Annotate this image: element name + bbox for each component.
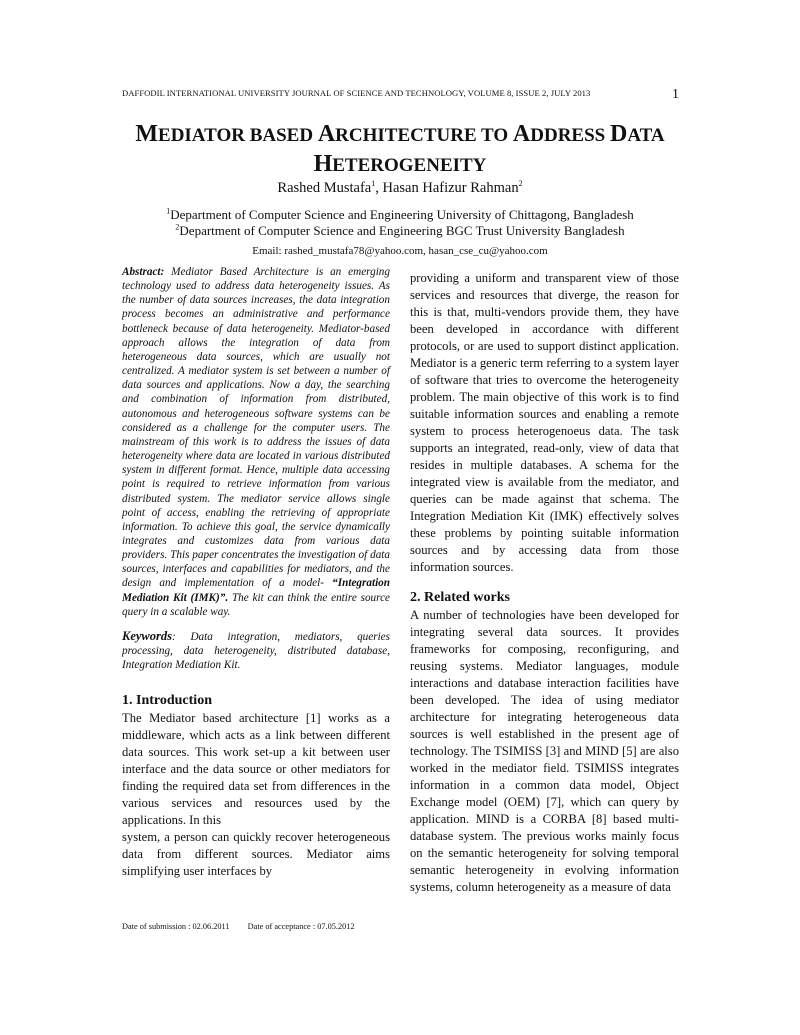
introduction-paragraph: The Mediator based architecture [1] works as a middleware, which acts as a link between different data sources. This work set-up a kit between user interface and the data source or other mediators for finding the required data set from differences in the various services and resources used by the applications. In this xyxy=(122,710,390,827)
introduction-paragraph-continued: system, a person can quickly recover heterogeneous data from different sources. Mediator aims simplifying user interfaces by xyxy=(122,829,390,878)
affiliation-1: $^1$Department of Computer Science and Engineering University of Chittagong, Bangladesh xyxy=(166,206,634,222)
introduction-continued: providing a uniform and transparent view of those services and resources that diverge, the reason for this is that, multi-vendors provide them, they have been developed in accordance with different protocols, or are used to support distinct application. Mediator is a generic term referring to a system layer of software that tries to overcome the heterogeneity problem. The main objective of this work is to find suitable information sources and enabling a remote system to process heterogenoeus data. The task supports an integrated, read-only, view of data that resides in multiple databases. A schema for the integrated view is available from the mediator, and queries can be made against that schema. The Integration Mediation Kit (IMK) effectively solves these problems by pointing suitable information sources and by accessing data from those information sources. xyxy=(410,271,679,574)
author-1: Rashed Mustafa xyxy=(277,180,372,196)
affiliation-2: $^2$Department of Computer Science and Engineering BGC Trust University Bangladesh xyxy=(175,222,625,238)
footer-dates xyxy=(122,922,371,931)
journal-header: DAFFODIL INTERNATIONAL UNIVERSITY JOURNAL OF SCIENCE AND TECHNOLOGY, VOLUME 8, ISSUE 2, JULY 2013 xyxy=(122,88,591,98)
abstract-emphasis: “Integration Mediation Kit (IMK)”. xyxy=(122,577,390,604)
abstract: Abstract: Mediator Based Architecture is an emerging technology used to address data heterogeneity issues. As the number of data sources increases, the data integration process becomes an administrative and performance bottleneck because of data heterogeneity. Mediator-based approach allows the integration of data from heterogeneous data sources, which are usually not centralized. A mediator system is set between a number of data sources and applications. Now a day, the searching and combination of information from distributed, autonomous and heterogeneous software systems can be considered as a challenge for the computer users. The mainstream of this work is to address the issues of data heterogeneity where data are located in various distributed system in different format. Hence, multiple data accessing point is required to retrieve information from various distributed system. The mediator service allows single point of access, enabling the retrieving of appropriate information. To achieve this goal, the service dynamically integrates and customizes data from various data providers. This paper concentrates the investigation of data sources, interfaces and capabilities for mediators, and the design and implementation of a model- “Integration Mediation Kit (IMK)”. The kit can think the entire source query in a scalable way. xyxy=(122,266,390,618)
related-works-heading: 2. Related works xyxy=(410,590,510,605)
title-line-1: MEDIATOR BASED ARCHITECTURE TO ADDRESS DATA xyxy=(135,121,665,147)
title-line-2: HETEROGENEITY xyxy=(313,151,487,177)
paper-title xyxy=(100,120,700,180)
related-works-paragraph: A number of technologies have been developed for integrating several data sources. It provides frameworks for composing, reconfiguring, and reusing systems. Mediator languages, module interactions and database interaction facilities have been developed. The idea of using mediator architecture for integrating heterogeneous data sources is well established in the present age of technology. The TSIMISS [3] and MIND [5] are also worked in the mediator field. TSIMISS integrates information in a common data model, Object Exchange model (OEM) [7], which can query by application. MIND is a CORBA [8] based multi-database system. The previous works mainly focus on the semantic heterogeneity for solving temporal semantic heterogeneity in evolving information systems, column heterogeneity as a measure of data xyxy=(410,608,679,894)
keywords: Keywords: Data integration, mediators, queries processing, data heterogeneity, distributed database, Integration Mediation Kit. xyxy=(122,628,390,672)
author-emails: Email: rashed_mustafa78@yahoo.com, hasan_cse_cu@yahoo.com xyxy=(252,245,548,257)
submission-date: Date of submission : 02.06.2011 xyxy=(122,922,230,931)
right-column xyxy=(410,270,679,896)
abstract-label: Abstract: xyxy=(122,266,165,278)
acceptance-date: Date of acceptance : 07.05.2012 xyxy=(247,922,355,931)
introduction-heading: 1. Introduction xyxy=(122,692,212,708)
left-column xyxy=(122,265,390,880)
authors: Rashed Mustafa$^1$, Hasan Hafizur Rahman$^2$ xyxy=(277,179,523,196)
page-number: 1 xyxy=(672,87,679,102)
author-2: Hasan Hafizur Rahman xyxy=(382,180,519,196)
keywords-label: Keywords xyxy=(122,628,172,643)
